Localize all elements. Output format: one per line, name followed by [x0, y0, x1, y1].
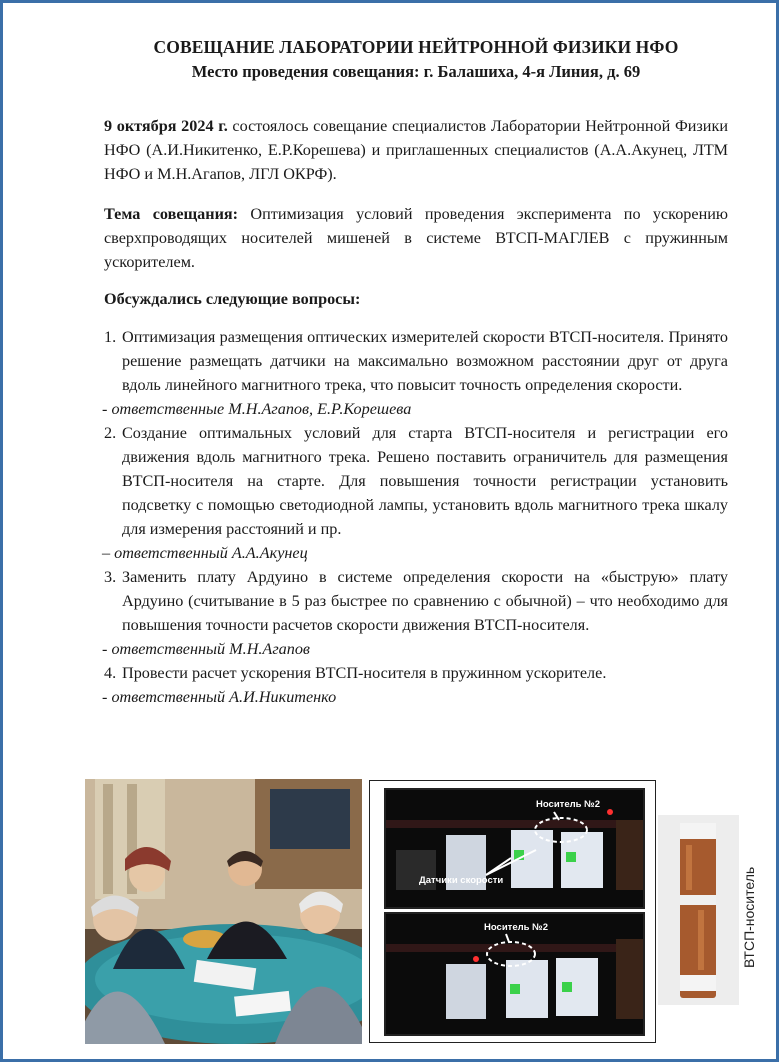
meeting-photo	[85, 779, 362, 1044]
carrier-photo-drawing	[658, 815, 739, 1005]
questions-list	[104, 325, 728, 709]
carrier-label-top: Носитель №2	[536, 799, 600, 810]
item-text: Заменить плату Ардуино в системе определения скорости на «быструю» плату Ардуино (считывание в 5 раз быстрее по сравнению с обычной) – что необходимо для повышения точности расчетов скорости движения ВТСП-носителя.	[122, 568, 728, 634]
carrier-label-bottom: Носитель №2	[484, 922, 548, 933]
list-item	[104, 565, 728, 637]
meeting-date: 9 октября 2024 г.	[104, 117, 228, 135]
document-title: СОВЕЩАНИЕ ЛАБОРАТОРИИ НЕЙТРОННОЙ ФИЗИКИ НФО	[153, 37, 679, 57]
item-text: Провести расчет ускорения ВТСП-носителя в пружинном ускорителе.	[122, 664, 607, 682]
item-number: 4.	[104, 664, 117, 682]
speed-sensors-label: Датчики скорости	[419, 875, 504, 886]
questions-heading: Обсуждались следующие вопросы:	[104, 290, 361, 308]
topic-text: Оптимизация условий проведения эксперимента по ускорению сверхпроводящих носителей мишеней в системе ВТСП-МАГЛЕВ с пружинным ускорителем.	[104, 205, 728, 271]
item-number: 1.	[104, 328, 117, 346]
list-item	[104, 421, 728, 541]
responsible-line	[102, 685, 728, 709]
responsible-dash: -	[102, 688, 112, 706]
responsible-line	[102, 637, 728, 661]
topic-label: Тема совещания:	[104, 205, 239, 223]
item-text: Создание оптимальных условий для старта ВТСП-носителя и регистрации его движения вдоль магнитного трека. Решено поставить ограничитель для размещения ВТСП-носителя на старте. Для повышения точности регистрации установить подсветку с помощью светодиодной лампы, установить вдоль магнитного трека шкалу для измерения расстояний и пр.	[122, 424, 728, 538]
responsible-dash: –	[102, 544, 115, 562]
experiment-photo-bottom-drawing	[386, 914, 643, 1034]
experiment-photo-top	[384, 788, 645, 909]
responsible-line	[102, 397, 728, 421]
experiment-photo-bottom	[384, 912, 645, 1036]
responsible-text: ответственный А.И.Никитенко	[111, 688, 337, 706]
meeting-location: Место проведения совещания: г. Балашиха, 4-я Линия, д. 69	[191, 62, 641, 81]
carrier-caption: ВТСП-носитель	[741, 866, 757, 968]
list-item	[104, 661, 728, 685]
responsible-line	[102, 541, 728, 565]
experiment-photo-top-drawing	[386, 790, 643, 907]
carrier-photo	[658, 815, 739, 1005]
intro-text: состоялось совещание специалистов Лаборатории Нейтронной Физики НФО (А.И.Никитенко, Е.Р.Корешева) и приглашенных специалистов (А.А.Акунец, ЛТМ НФО и М.Н.Агапов, ЛГЛ ОКРФ).	[104, 117, 728, 183]
responsible-text: ответственный А.А.Акунец	[114, 544, 308, 562]
experiment-photos-frame	[369, 780, 656, 1043]
intro-paragraph	[104, 114, 728, 186]
meeting-photo-drawing	[85, 779, 362, 1044]
item-text: Оптимизация размещения оптических измерителей скорости ВТСП-носителя. Принято решение размещать датчики на максимально возможном расстоянии друг от друга вдоль линейного магнитного трека, что повысит точность определения скорости.	[122, 328, 728, 394]
responsible-dash: -	[102, 640, 112, 658]
item-number: 3.	[104, 568, 117, 586]
list-item	[104, 325, 728, 397]
topic-paragraph	[104, 202, 728, 274]
responsible-text: ответственный М.Н.Агапов	[111, 640, 310, 658]
responsible-text: ответственные М.Н.Агапов, Е.Р.Корешева	[111, 400, 412, 418]
responsible-dash: -	[102, 400, 112, 418]
item-number: 2.	[104, 424, 117, 442]
